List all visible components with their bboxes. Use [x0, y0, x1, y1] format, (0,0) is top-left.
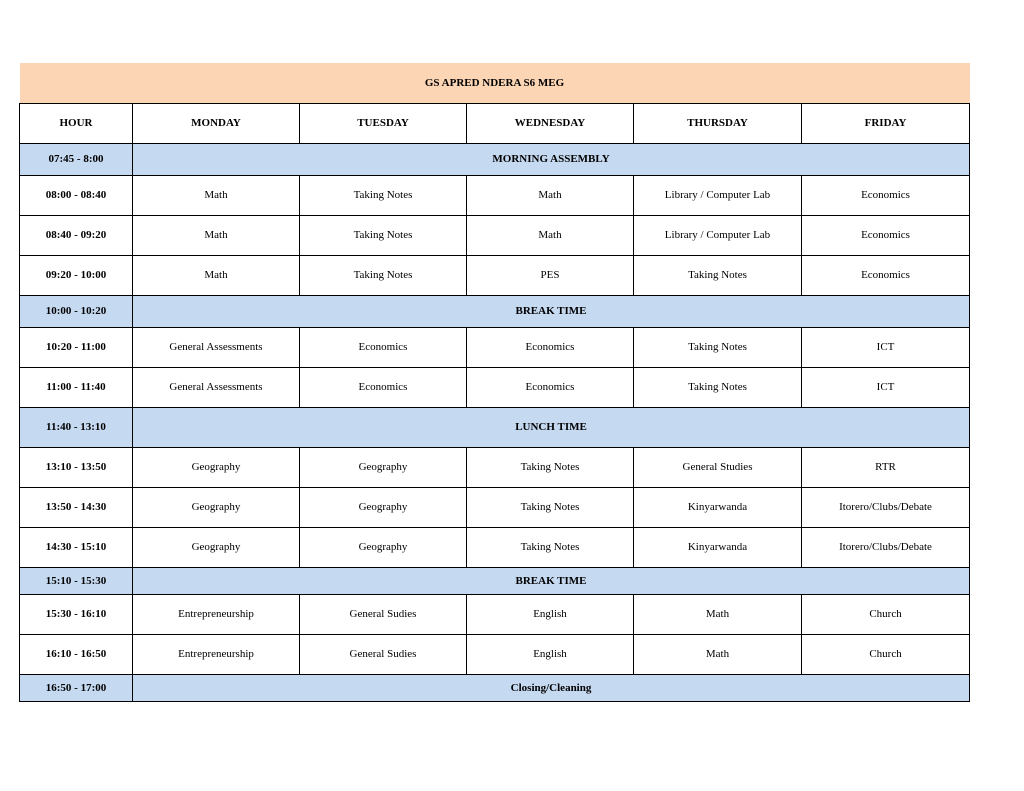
- lesson-cell: General Assessments: [133, 367, 300, 407]
- lesson-cell: Taking Notes: [467, 527, 634, 567]
- lesson-cell: Taking Notes: [300, 215, 467, 255]
- lesson-cell: Taking Notes: [467, 487, 634, 527]
- lesson-cell: Geography: [133, 527, 300, 567]
- lesson-cell: Kinyarwanda: [634, 487, 802, 527]
- table-row: [20, 255, 970, 295]
- header-tuesday: TUESDAY: [300, 103, 467, 143]
- hour-cell: 14:30 - 15:10: [20, 527, 133, 567]
- lesson-cell: General Assessments: [133, 327, 300, 367]
- lesson-cell: General Sudies: [300, 634, 467, 674]
- lesson-cell: General Studies: [634, 447, 802, 487]
- lesson-cell: Library / Computer Lab: [634, 175, 802, 215]
- table-row: [20, 327, 970, 367]
- lesson-cell: Math: [133, 215, 300, 255]
- table-row: [20, 634, 970, 674]
- table-row: [20, 487, 970, 527]
- lesson-cell: Church: [802, 634, 970, 674]
- lesson-cell: English: [467, 594, 634, 634]
- lesson-cell: General Sudies: [300, 594, 467, 634]
- table-row: [20, 143, 970, 175]
- lesson-cell: Math: [467, 215, 634, 255]
- lesson-cell: Geography: [300, 527, 467, 567]
- hour-cell: 13:10 - 13:50: [20, 447, 133, 487]
- header-monday: MONDAY: [133, 103, 300, 143]
- lesson-cell: Itorero/Clubs/Debate: [802, 527, 970, 567]
- lesson-cell: ICT: [802, 367, 970, 407]
- table-row: [20, 215, 970, 255]
- table-row: [20, 175, 970, 215]
- table-row: [20, 367, 970, 407]
- lesson-cell: Geography: [133, 447, 300, 487]
- lesson-cell: Taking Notes: [300, 175, 467, 215]
- hour-cell: 11:00 - 11:40: [20, 367, 133, 407]
- table-row: [20, 594, 970, 634]
- lesson-cell: Economics: [802, 255, 970, 295]
- table-row: [20, 527, 970, 567]
- header-thursday: THURSDAY: [634, 103, 802, 143]
- lesson-cell: Geography: [300, 447, 467, 487]
- lesson-cell: Taking Notes: [634, 255, 802, 295]
- table-row: [20, 674, 970, 701]
- table-row: [20, 407, 970, 447]
- lesson-cell: ICT: [802, 327, 970, 367]
- lesson-cell: Taking Notes: [634, 327, 802, 367]
- lesson-cell: Taking Notes: [467, 447, 634, 487]
- table-row: [20, 567, 970, 594]
- lesson-cell: Math: [634, 634, 802, 674]
- header-hour: HOUR: [20, 103, 133, 143]
- lesson-cell: PES: [467, 255, 634, 295]
- lesson-cell: Economics: [300, 367, 467, 407]
- lesson-cell: Kinyarwanda: [634, 527, 802, 567]
- hour-cell: 15:10 - 15:30: [20, 567, 133, 594]
- table-row: [20, 447, 970, 487]
- lesson-cell: Economics: [467, 327, 634, 367]
- hour-cell: 10:00 - 10:20: [20, 295, 133, 327]
- lesson-cell: Economics: [802, 215, 970, 255]
- lesson-cell: Entrepreneurship: [133, 634, 300, 674]
- lesson-cell: Church: [802, 594, 970, 634]
- hour-cell: 16:10 - 16:50: [20, 634, 133, 674]
- lesson-cell: Math: [133, 175, 300, 215]
- hour-cell: 13:50 - 14:30: [20, 487, 133, 527]
- block-cell: Closing/Cleaning: [133, 674, 970, 701]
- lesson-cell: Taking Notes: [634, 367, 802, 407]
- lesson-cell: Economics: [467, 367, 634, 407]
- header-row: [20, 103, 970, 143]
- lesson-cell: Economics: [802, 175, 970, 215]
- lesson-cell: Library / Computer Lab: [634, 215, 802, 255]
- table-row: [20, 295, 970, 327]
- hour-cell: 10:20 - 11:00: [20, 327, 133, 367]
- block-cell: MORNING ASSEMBLY: [133, 143, 970, 175]
- lesson-cell: RTR: [802, 447, 970, 487]
- lesson-cell: Math: [467, 175, 634, 215]
- timetable-title: GS APRED NDERA S6 MEG: [20, 63, 970, 103]
- hour-cell: 08:40 - 09:20: [20, 215, 133, 255]
- lesson-cell: Math: [634, 594, 802, 634]
- lesson-cell: Entrepreneurship: [133, 594, 300, 634]
- timetable: [19, 63, 970, 702]
- hour-cell: 16:50 - 17:00: [20, 674, 133, 701]
- hour-cell: 08:00 - 08:40: [20, 175, 133, 215]
- lesson-cell: Geography: [300, 487, 467, 527]
- header-wednesday: WEDNESDAY: [467, 103, 634, 143]
- header-friday: FRIDAY: [802, 103, 970, 143]
- block-cell: BREAK TIME: [133, 567, 970, 594]
- title-row: [20, 63, 970, 103]
- lesson-cell: Geography: [133, 487, 300, 527]
- hour-cell: 09:20 - 10:00: [20, 255, 133, 295]
- hour-cell: 15:30 - 16:10: [20, 594, 133, 634]
- block-cell: BREAK TIME: [133, 295, 970, 327]
- hour-cell: 11:40 - 13:10: [20, 407, 133, 447]
- block-cell: LUNCH TIME: [133, 407, 970, 447]
- hour-cell: 07:45 - 8:00: [20, 143, 133, 175]
- lesson-cell: Math: [133, 255, 300, 295]
- lesson-cell: Taking Notes: [300, 255, 467, 295]
- lesson-cell: Economics: [300, 327, 467, 367]
- lesson-cell: English: [467, 634, 634, 674]
- lesson-cell: Itorero/Clubs/Debate: [802, 487, 970, 527]
